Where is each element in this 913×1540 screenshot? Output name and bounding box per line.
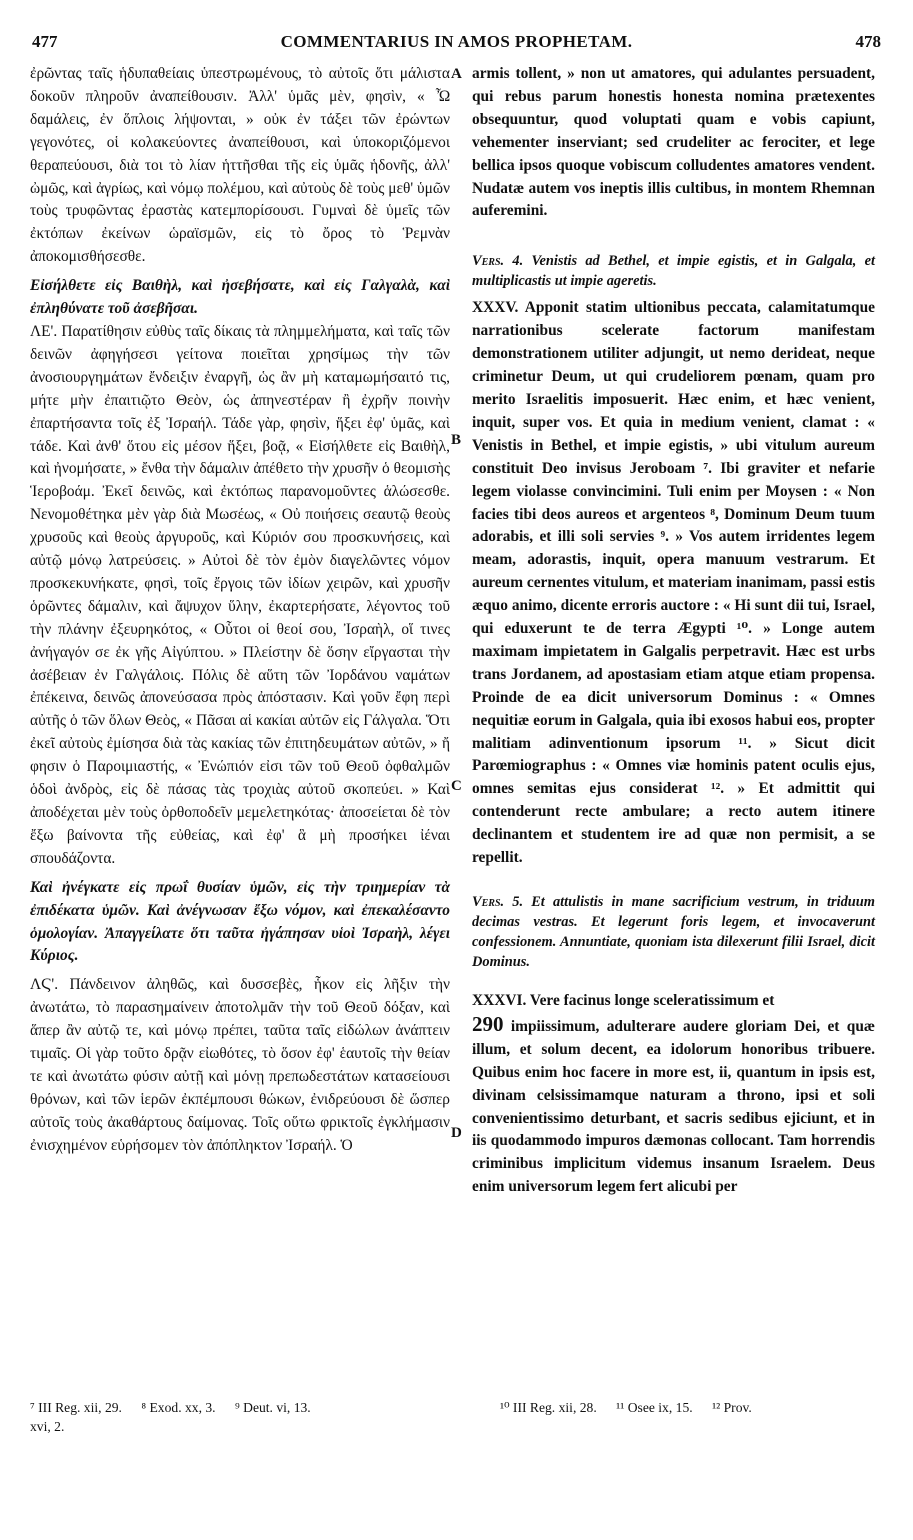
latin-section-number: XXXV. — [472, 299, 519, 317]
margin-letter-b: B — [451, 432, 462, 448]
footnote-11: ¹¹ Osee ix, 15. — [616, 1400, 693, 1415]
margin-letter-c: C — [451, 778, 462, 794]
footnote-8: ⁸ Exod. xx, 3. — [141, 1400, 216, 1415]
greek-paragraph-3: ΛϚ'. Πάνδεινον ἀληθῶς, καὶ δυσσεβὲς, ἧκον εἰς λῆξιν τὴν ἀνωτάτω, τὸ παρασημαίνειν ἀποτολμᾶν τὴν τοῦ Θεοῦ δόξαν, καὶ ἅπερ ἂν αὐτῷ τε, καὶ μόνῳ πρέπει, ταῦτα ταῖς εἰδώλων ἀνάπτειν τιμαῖς. Οἱ γὰρ τοῦτο δρᾷν εἰωθότες, τὸ ὅσον ἐφ' ἑαυτοῖς τὴν θείαν τε καὶ ἀνωτάτω φύσιν αὐτῇ καὶ μόνῃ πρεπωδεστάτων κατασείουσι θρόνων, καὶ τῶν ἱερῶν ἐκπέμπουσι θώκων, ἐνιδρεύουσι δὲ ὥσπερ αὐτοῖς τοὺς ἀκαθάρτους δαίμονας. Τοῖς οὕτω φρικτοῖς ἐγκλήμασιν ἐνισχημένον εὑρήσομεν τὸν ἀπόπληκτον Ἰσραήλ. Ὁ — [30, 976, 450, 1154]
greek-section-number: ΛΕ'. — [30, 322, 58, 340]
footnote-continuation: xvi, 2. — [30, 1419, 65, 1434]
latin-verse-4: Vers. 4. Venistis ad Bethel, et impie egistis, et in Galgala, et multiplicastis ut impie ageretis. — [472, 253, 875, 290]
greek-paragraph-2: ΛΕ'. Παρατίθησιν εὐθὺς ταῖς δίκαις τὰ πλημμελήματα, καὶ ταῖς τῶν δεινῶν ἀφηγήσεσι γείτονα ποιεῖται χρησίμως τὴν τῶν ἀνοσιουργημάτων ἔνδειξιν ἐναργῆ, ὡς ἂν μὴ καταμωμήσαιτό τις, μήτε μὴν ἐπαιτιῷτο Θεὸν, ὡς ἀπηνεστέραν ἢ ἐχρῆν ποινὴν ἐπαρτήσαντα τοῖς ἐξ Ἰσραήλ. Τάδε γὰρ, φησὶν, ἥξει ἐφ' ὑμᾶς, καὶ τάδε. Καὶ ἀνθ' ὅτου εἰς μέσον ἥξει, βοᾷ, « Εἰσήλθετε εἰς Βαιθὴλ, καὶ ἠνομήσατε, » ἔνθα τὴν δάμαλιν ἀπέθετο τὴν χρυσῆν ὁ θεομισὴς Ἱεροβοάμ. Ἐκεῖ δεινῶς, καὶ ἐκτόπως παρανομοῦντες ἁλώσεσθε. Νενομοθέτηκα μὲν γὰρ διὰ Μωσέως, « Οὐ ποιήσεις σεαυτῷ θεοὺς χρυσοῦς καὶ θεοὺς ἀργυροῦς, καὶ Κύριόν σου προσκυνήσεις, καὶ αὐτῷ μόνῳ λατρεύσεις. » Αὐτοὶ δὲ τὸν ἐμὸν διαγελῶντες νόμον προσκεκυνήκατε, φησὶ, τοῖς ἔργοις τῶν ἰδίων χειρῶν, καὶ χρυσῆν ὁρῶντες δάμαλιν, καὶ ἄψυχον ὕλην, ἐκαρτερήσατε, λέγοντος τοῦ τὴν πλάνην ἐξευρηκότος, « Οὗτοι οἱ θεοί σου, Ἰσραὴλ, οἵ τινες ἀνήγαγόν σε ἐκ γῆς Αἰγύπτου. » Πλείστην δὲ ὅσην εἴργασται τὴν ἀσέβειαν ἐν Γαλγάλοις. Πόλις δὲ αὕτη τῶν Ἰορδάνου ναμάτων ἐπέκεινα, δεινῶς ἀπονεύσασα πρὸς ἀπόστασιν. Καὶ γοῦν ἔφη περὶ αὐτῆς ὁ τῶν ὅλων Θεὸς, « Πᾶσαι αἱ κακίαι αὐτῶν εἰς Γάλγαλα. Ὅτι ἐκεῖ αὐτοὺς ἐμίσησα διὰ τὰς κακίας τῶν ἐπιτηδευμάτων αὐτῶν, » ἤ φησιν ὁ Παροιμιαστής, « Ἐνώπιόν εἰσι τῶν τοῦ Θεοῦ ὀφθαλμῶν ὁδοὶ ἀνδρὸς, εἰς δὲ πάσας τὰς τροχιὰς αὐτοῦ σκοπεύει. » Καὶ ἀποδέχεται μὲν τοὺς ὀρθοποδεῖν μεμελετηκότας· ἀποσείεται δὲ τὸν ἔξω βαίνοντα τῆς εὐθείας, καὶ ἐφ' ἃ μὴ προσήκει ἰέναι σπουδάζοντα. — [30, 322, 450, 867]
margin-letter-a: A — [451, 66, 462, 82]
footnote-12: ¹² Prov. — [712, 1400, 752, 1415]
footnote-9: ⁹ Deut. vi, 13. — [234, 1400, 311, 1415]
greek-section-number: ΛϚ'. — [30, 976, 59, 994]
latin-paragraph-2: XXXV. Apponit statim ultionibus peccata, calamitatumque narrationibus scelerate factorum manifestam demonstrationem utiliter adjungit, ut nemo derideat, neque criminetur Deum, ut qui crudeliorem pœnam, quam pro merito Israelitis imposuerit. Hæc enim, et hæc venient, inquit, super vos. Et quia in medium venient, clamat : « Venistis in Bethel, et impie egistis, » ubi vitulum aureum constituit Deo invisus Jeroboam ⁷. Ibi graviter et nefarie legem violasse convincimini. Tuli enim per Moysen : « Non facies tibi deos aureos et argenteos ⁸, Dominum Deum tuum adorabis, et illi soli servies ⁹. » Vos autem irridentes legem meam, adorastis, inquit, opera manuum vestrarum. Et aureum cernentes vitulum, et materiam inanimam, passi estis æquo animo, dicente erroris auctore : « Hi sunt dii tui, Israel, qui eduxerunt te de terra Ægypti ¹⁰. » Longe autem maximam impietatem in Galgalis perpetravit. Hæc est urbs trans Jordanem, ad apostasiam etiam atque etiam propensa. Proinde de ea dicit universorum Dominus : « Omnes nequitiæ eorum in Galgala, quia ibi exosos habui eos, propter malitiam adinventionum ipsorum ¹¹. » Sicut dicit Parœmiographus : « Omnes viæ hominis patent oculis ejus, omnes semitas ejus considerat ¹². » Et admittit qui contenderunt recte ambulare; a recto autem itinere declinantem et studentem ire ad quæ non permisit, a se repellit. — [472, 299, 875, 867]
greek-paragraph-1: ἐρῶντας ταῖς ἡδυπαθείαις ὑπεστρωμένους, τὸ αὐτοῖς ὅτι μάλιστα δοκοῦν πληροῦν ἀναπείθουσιν. Ἀλλ' ὑμᾶς μὲν, φησὶν, « Ὦ δαμάλεις, ἐν ὅπλοις λήψονται, » οὐκ ἐν τάξει τῶν ἐρώντων γεγονότες, οἱ κολακεύοντες ἀναπείθουσι, καὶ ὑποκοριζόμενοι θεραπεύουσι, διὰ τοι τὸ λίαν ἡττῆσθαι τῆς εἰς ὑμᾶς ἡδονῆς, ἀλλ' ὠμῶς, καὶ ἀγρίως, καὶ νόμῳ πολέμου, καὶ αὐτοὺς δὲ τοὺς μεθ' ὑμῶν τοὺς τρυφῶντας ἐραστὰς κατεμπορίσουσι. Γυμναὶ δὲ ὑμεῖς τῶν ἐκτόπων ἐκείνων ὡραϊσμῶν, εἰς τὸ ὄρος τὸ Ῥεμνὰν ἀποκομισθήσεσθε. — [30, 65, 450, 266]
greek-column — [30, 63, 450, 1158]
latin-section-number: XXXVI. — [472, 992, 527, 1009]
latin-column — [472, 63, 875, 1199]
footnote-7: ⁷ III Reg. xii, 29. — [30, 1400, 122, 1415]
latin-verse-5: Vers. 5. Et attulistis in mane sacrificium vestrum, in triduum decimas vestras. Et legerunt foris legem, et invocaverunt confessionem. Annuntiate, quoniam ista dilexerunt filii Israel, dicit Dominus. — [472, 894, 875, 970]
greek-verse-4: Εἰσήλθετε εἰς Βαιθὴλ, καὶ ἠσεβήσατε, καὶ εἰς Γαλγαλὰ, καὶ ἐπληθύνατε τοῦ ἀσεβῆσαι. — [30, 277, 450, 318]
running-header — [30, 32, 883, 58]
page-number-right: 478 — [855, 32, 881, 51]
greek-verse-5: Καὶ ἠνέγκατε εἰς πρωΐ θυσίαν ὑμῶν, εἰς τὴν τριημερίαν τὰ ἐπιδέκατα ὑμῶν. Καὶ ἀνέγνωσαν ἔξω νόμον, καὶ ἐπεκαλέσαντο ὁμολογίαν. Ἀπαγγείλατε ὅτι ταῦτα ἠγάπησαν υἱοὶ Ἰσραὴλ, λέγει Κύριος. — [30, 878, 450, 965]
page-number-left: 477 — [32, 32, 58, 51]
margin-letter-d: D — [451, 1125, 462, 1141]
footnote-10: ¹⁰ III Reg. xii, 28. — [500, 1400, 597, 1415]
latin-paragraph-3: XXXVI. Vere facinus longe sceleratissimum et 290 impiissimum, adulterare audere gloriam Dei, et quæ illum, et solum decent, ea idolorum honoribus tribuere. Quibus enim hoc facere in more est, ii, quantum in ipsis est, divinam celsissimamque naturam a throno, ipsi et soli convenientissimo deturbant, et sacris sedibus ejiciunt, et in iis quodammodo impuros dæmonas collocant. Tam horrendis criminibus implicitum videmus insanum Israelem. Deus enim universorum legem fert alicubi per — [472, 992, 875, 1196]
column-number: 290 — [472, 1011, 504, 1036]
running-title: COMMENTARIUS IN AMOS PROPHETAM. — [280, 32, 633, 51]
latin-paragraph-1: armis tollent, » non ut amatores, qui adulantes persuadent, qui rebus parum honestis honesta nomina prætexentes obsequuntur, quod voluptati quam e vobis capiunt, vehementer inserviant; sed crudeliter ac ferociter, et lege bellica ipsos quoque vobiscum colludentes amatores vendent. Nudatæ autem vos ineptis illis cultibus, in montem Rhemnan auferemini. — [472, 65, 875, 220]
